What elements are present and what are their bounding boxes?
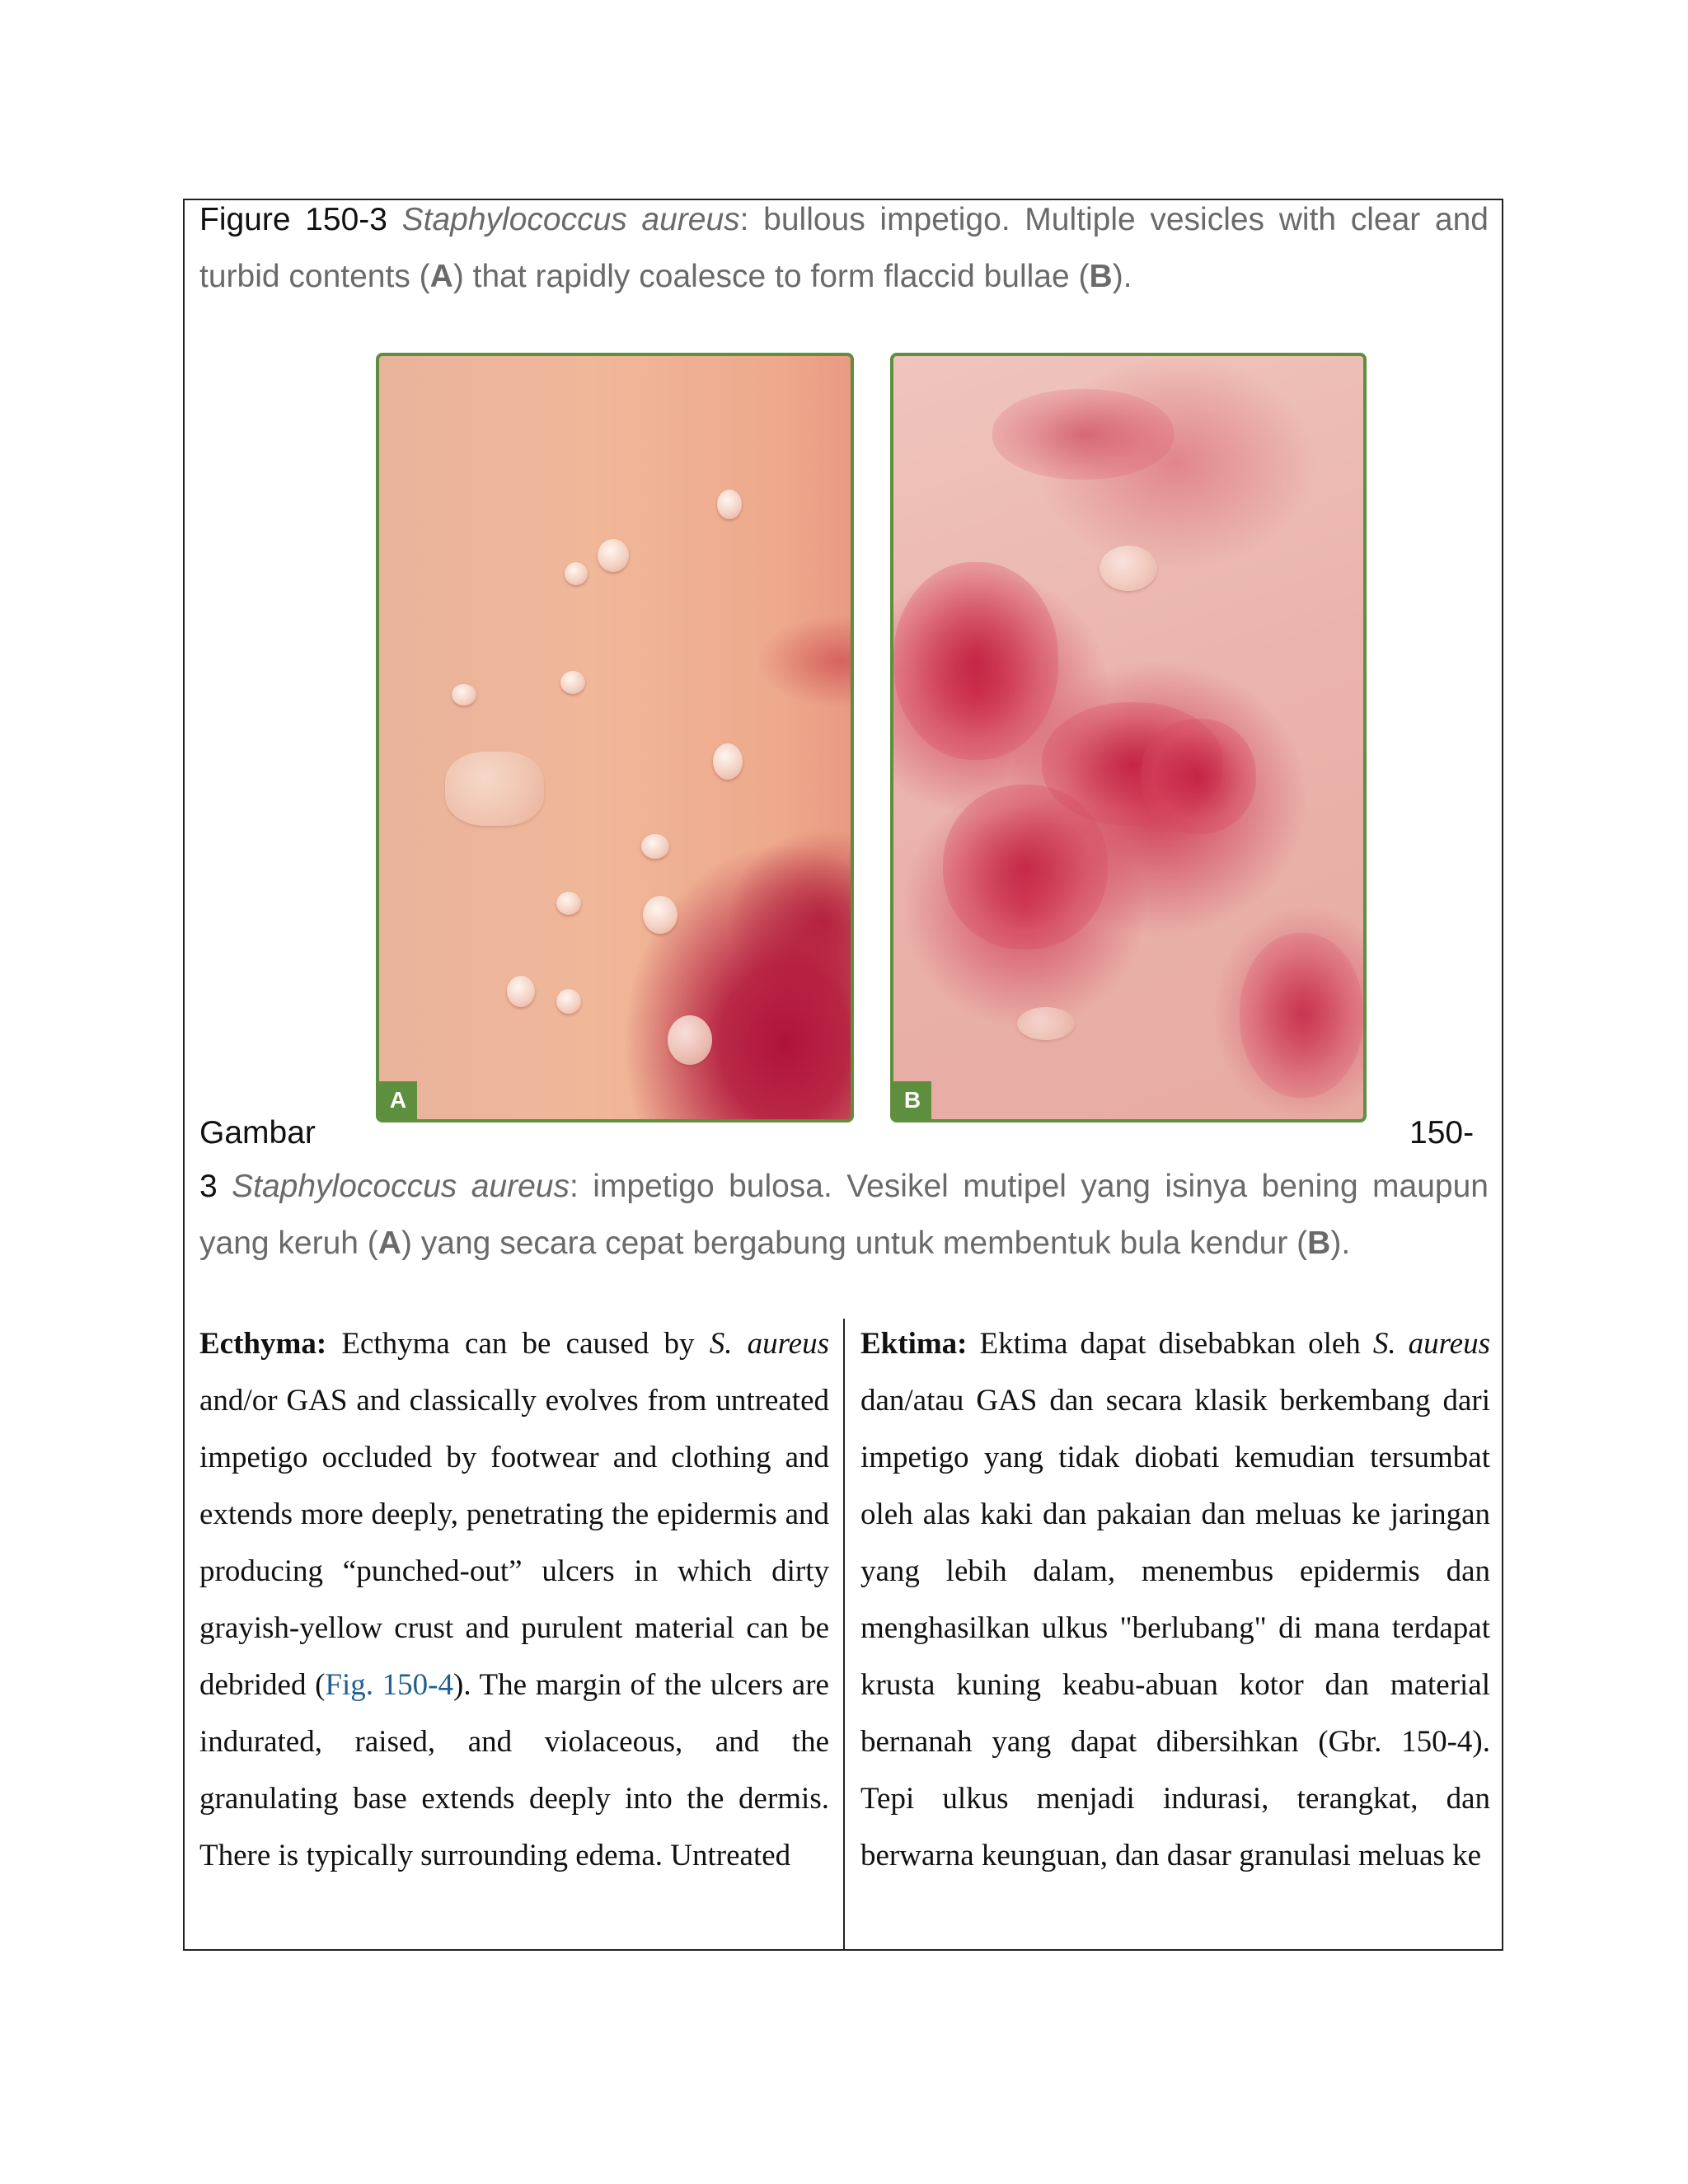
panel-ref-a: A [377,1226,401,1261]
organism-name: Staphylococcus aureus [401,202,740,237]
caption-text: ) that rapidly coalesce to form flaccid bullae ( [452,259,1090,294]
paragraph-text: Ektima dapat disebabkan oleh [967,1327,1373,1361]
caption-text: : impetigo bulosa. Vesikel mutipel yang isinya bening maupun yang keruh ( [199,1169,1489,1261]
paragraph-text: ). The margin of the ulcers are indurated, raised, and violaceous, and the granulating base extends deeply into the dermis. There is typically surrounding edema. Untreated [199,1668,829,1872]
caption-text: ) yang secara cepat bergabung untuk membentuk bula kendur ( [401,1226,1308,1261]
paragraph-text: and/or GAS and classically evolves from untreated impetigo occluded by footwear and clothing and extends more deeply, penetrating the epidermis and producing “punched-out” ulcers in which dirty grayish-yellow crust and purulent material can be debrided ( [199,1384,829,1702]
caption-text: ). [1330,1226,1351,1261]
panel-ref-b: B [1089,259,1113,294]
section-heading: Ektima: [860,1327,968,1361]
figure-label-id: Gambar [199,1115,316,1151]
figure-caption-en [199,191,1489,305]
figure-caption-id [199,1158,1489,1272]
organism-name: S. aureus [709,1327,829,1361]
panel-ref-b: B [1307,1226,1331,1261]
figure-link[interactable]: Fig. 150-4 [325,1668,453,1702]
caption-text: ). [1112,259,1132,294]
panel-ref-a: A [429,259,453,294]
caption-text: : bullous impetigo. Multiple vesicles with clear and turbid contents ( [199,202,1489,294]
figure-number-cont: 3 [199,1169,218,1204]
ecthyma-paragraph-en [199,1315,829,1884]
organism-name: S. aureus [1372,1327,1490,1361]
figure-number-id: 150- [1409,1115,1475,1151]
organism-name: Staphylococcus aureus [232,1169,570,1204]
paragraph-text: Ecthyma can be caused by [326,1327,710,1361]
paragraph-text: dan/atau GAS dan secara klasik berkembang dari impetigo yang tidak diobati kemudian tersumbat oleh alas kaki dan pakaian dan meluas ke jaringan yang lebih dalam, menembus epidermis dan menghasilkan ulkus "berlubang" di mana terdapat krusta kuning keabu-abuan kotor dan material bernanah yang dapat dibersihkan (Gbr. 150-4). Tepi ulkus menjadi indurasi, terangkat, dan berwarna keunguan, dan dasar granulasi meluas ke [860,1384,1490,1872]
column-divider [843,1319,845,1950]
clinical-photo-b [890,353,1367,1122]
ecthyma-paragraph-id [860,1315,1490,1884]
figure-label: Figure 150-3 [199,202,387,237]
clinical-photo-a [376,353,854,1122]
panel-label-a: A [379,1081,417,1119]
panel-label-b: B [893,1081,931,1119]
section-heading: Ecthyma: [199,1327,327,1361]
